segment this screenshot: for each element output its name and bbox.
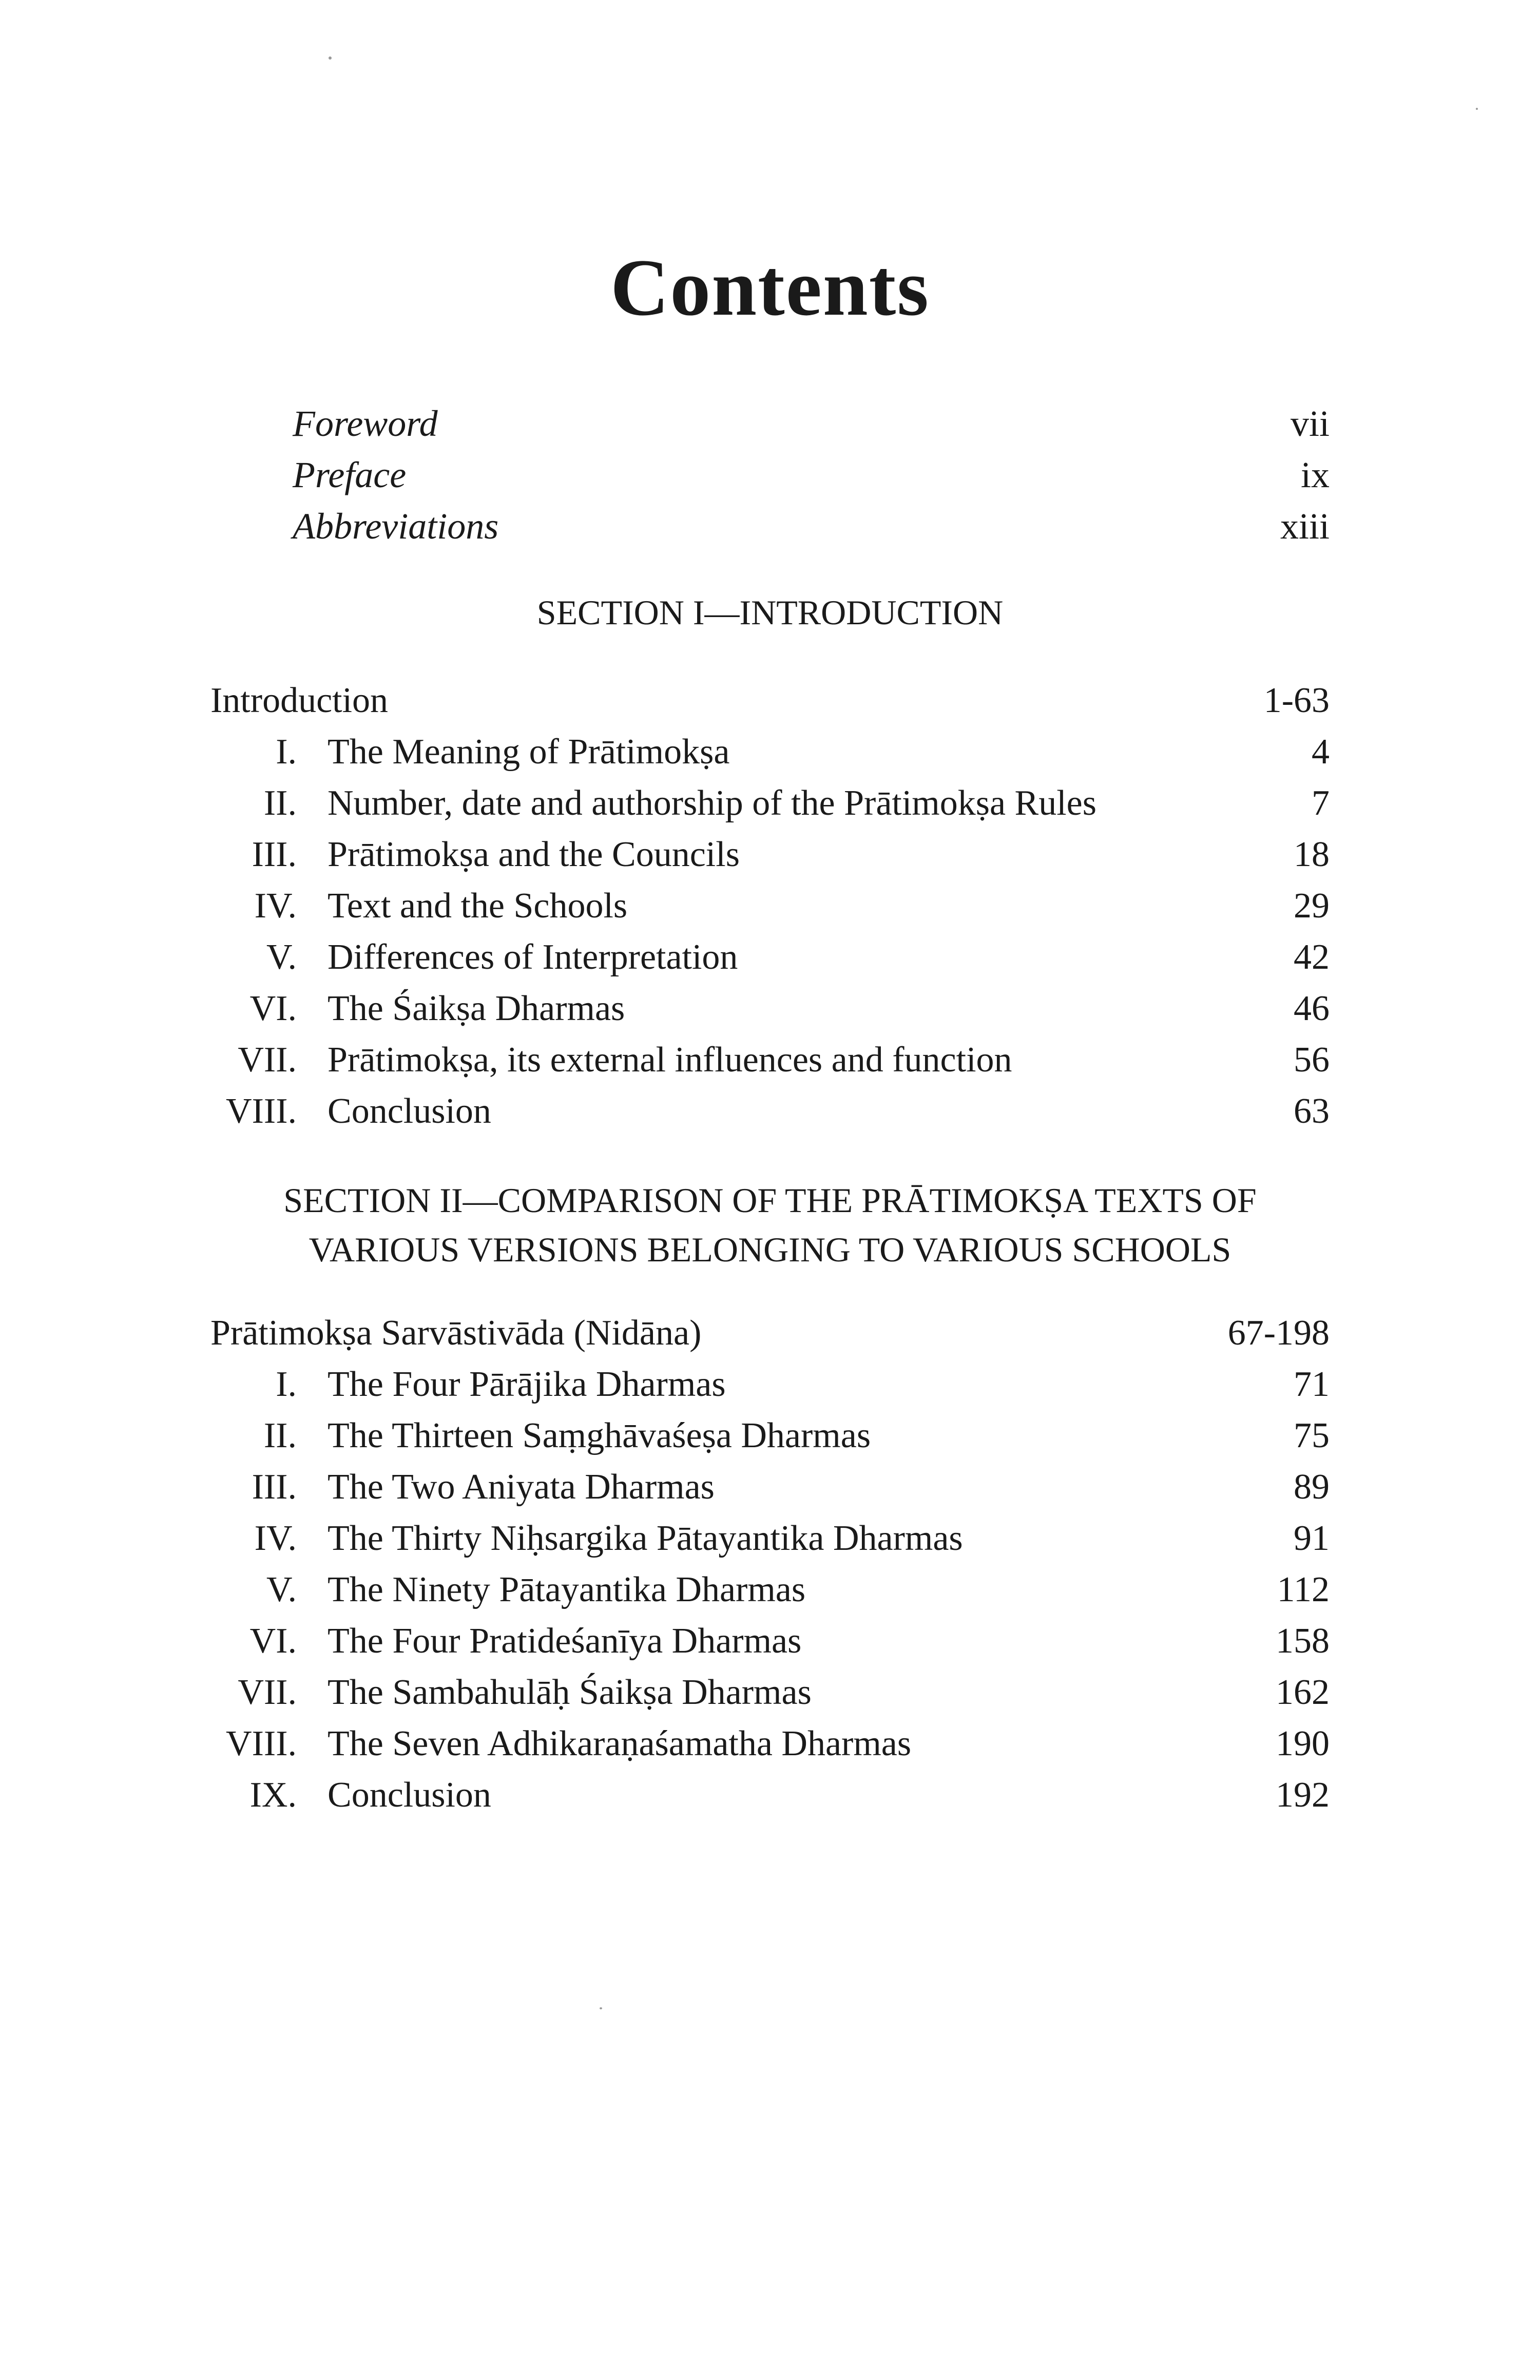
toc-part-introduction[interactable] [210,675,1330,726]
chapter-title: Number, date and authorship of the Prātimokṣa Rules [328,783,1096,823]
chapter-page: 29 [1294,886,1330,926]
toc-chapter[interactable] [205,1667,1330,1718]
toc-chapter[interactable] [205,932,1330,983]
chapter-number: II. [263,1416,297,1455]
toc-chapter[interactable] [205,829,1330,880]
chapter-number: VIII. [226,1724,297,1763]
chapter-title: Text and the Schools [328,886,628,926]
toc-entry-abbreviations[interactable] [293,501,1330,552]
chapter-title: The Four Pārājika Dharmas [328,1365,726,1404]
chapter-number: VI. [249,1621,297,1661]
chapter-number: VII. [238,1040,297,1080]
chapter-page: 18 [1294,835,1330,874]
toc-entry-foreword[interactable] [293,398,1330,449]
chapter-title: Conclusion [328,1775,491,1815]
entry-page: ix [1300,454,1330,495]
section-heading-2: SECTION II—COMPARISON OF THE PRĀTIMOKṢA TEXTS OF [283,1181,1257,1220]
entry-label: Preface [293,454,407,495]
chapter-number: III. [252,835,297,874]
chapter-title: Differences of Interpretation [328,937,738,977]
chapter-page: 63 [1294,1091,1330,1131]
chapter-page: 56 [1294,1040,1330,1080]
toc-chapter[interactable] [205,1086,1330,1137]
chapter-page: 162 [1276,1673,1330,1712]
chapter-title: The Sambahulāḥ Śaikṣa Dharmas [328,1673,812,1712]
chapter-number: V. [266,937,297,977]
part-label: Introduction [210,681,389,720]
toc-chapter[interactable] [205,778,1330,829]
chapter-number: III. [252,1467,297,1507]
toc-chapter[interactable] [205,1410,1330,1462]
toc-chapter[interactable] [205,1564,1330,1616]
section-heading-1: SECTION I—INTRODUCTION [536,593,1004,632]
toc-chapter[interactable] [205,1359,1330,1410]
chapter-number: II. [263,783,297,823]
scan-speck [600,2007,602,2009]
toc-chapter[interactable] [205,1718,1330,1770]
chapter-title: Conclusion [328,1091,491,1131]
entry-page: vii [1290,403,1330,444]
entry-page: xiii [1280,506,1330,547]
chapter-number: IV. [254,886,297,926]
chapter-page: 192 [1276,1775,1330,1815]
toc-chapter[interactable] [205,1616,1330,1667]
chapter-title: Prātimokṣa and the Councils [328,835,740,874]
chapter-title: The Śaikṣa Dharmas [328,989,625,1028]
chapter-page: 42 [1294,937,1330,977]
toc-chapter[interactable] [205,1462,1330,1513]
chapter-number: VII. [238,1673,297,1712]
part-pages: 67-198 [1227,1313,1330,1353]
part-label: Prātimokṣa Sarvāstivāda (Nidāna) [210,1313,702,1353]
chapter-number: I. [276,1365,297,1404]
chapter-title: The Thirty Niḥsargika Pātayantika Dharmas [328,1519,963,1558]
toc-chapter[interactable] [205,1513,1330,1564]
chapter-page: 190 [1276,1724,1330,1763]
chapter-title: Prātimokṣa, its external influences and function [328,1040,1012,1080]
chapter-page: 91 [1294,1519,1330,1558]
chapter-title: The Four Pratideśanīya Dharmas [328,1621,802,1661]
toc-part-pratimoksa-sarvastivada[interactable] [210,1308,1330,1359]
chapter-title: The Ninety Pātayantika Dharmas [328,1570,806,1609]
chapter-title: The Two Aniyata Dharmas [328,1467,715,1507]
scan-speck [1476,108,1478,110]
chapter-page: 89 [1294,1467,1330,1507]
chapter-number: V. [266,1570,297,1609]
chapter-number: VIII. [226,1091,297,1131]
chapter-number: VI. [249,989,297,1028]
chapter-page: 158 [1276,1621,1330,1661]
chapter-page: 75 [1294,1416,1330,1455]
entry-label: Foreword [293,403,438,444]
toc-entry-preface[interactable] [293,449,1330,501]
toc-chapter[interactable] [205,983,1330,1034]
chapter-page: 7 [1312,783,1330,823]
chapter-title: The Seven Adhikaraṇaśamatha Dharmas [328,1724,912,1763]
chapter-title: The Meaning of Prātimokṣa [328,732,730,772]
page-title: Contents [610,243,930,333]
chapter-number: IV. [254,1519,297,1558]
chapter-number: IX. [249,1775,297,1815]
toc-chapter[interactable] [205,880,1330,932]
toc-chapter[interactable] [205,1034,1330,1086]
part-pages: 1-63 [1263,681,1330,720]
chapter-title: The Thirteen Saṃghāvaśeṣa Dharmas [328,1416,871,1455]
chapter-page: 46 [1294,989,1330,1028]
section-heading-2-cont: VARIOUS VERSIONS BELONGING TO VARIOUS SCHOOLS [309,1230,1231,1269]
toc-chapter[interactable] [205,1770,1330,1821]
chapter-page: 4 [1312,732,1330,772]
toc-chapter[interactable] [205,726,1330,778]
chapter-page: 71 [1294,1365,1330,1404]
entry-label: Abbreviations [293,506,499,547]
chapter-number: I. [276,732,297,772]
scan-speck [329,56,332,60]
chapter-page: 112 [1277,1570,1330,1609]
